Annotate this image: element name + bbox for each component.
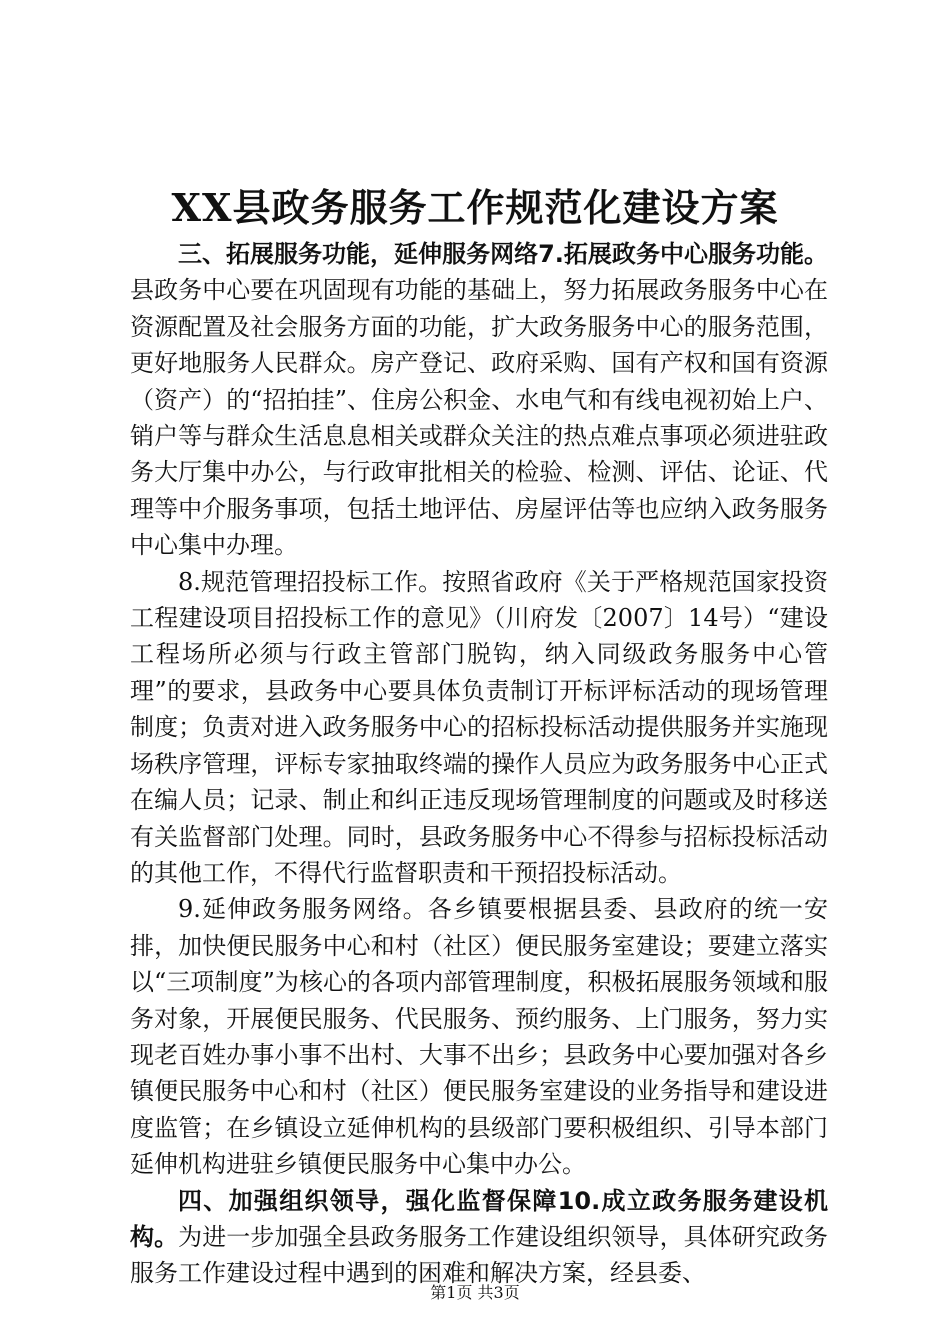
paragraph-1-text: 县政务中心要在巩固现有功能的基础上，努力拓展政务服务中心在资源配置及社会服务方面的功能，扩大政务服务中心的服务范围，更好地服务人民群众。房产登记、政府采购、国有产权和国有资源（资产）的“招拍挂”、住房公积金、水电气和有线电视初始上户、销户等与群众生活息息相关或群众关注的热点难点事项必须进驻政务大厅集中办公，与行政审批相关的检验、检测、评估、论证、代理等中介服务事项，包括土地评估、房屋评估等也应纳入政务服务中心集中办理。 [130, 276, 828, 560]
paragraph-3 [130, 891, 828, 1182]
section-heading-3: 三、拓展服务功能，延伸服务网络7.拓展政务中心服务功能。 [178, 240, 828, 268]
paragraph-4 [130, 1183, 828, 1292]
paragraph-4-text: 为进一步加强全县政务服务工作建设组织领导，具体研究政务服务工作建设过程中遇到的困难和解决方案，经县委、 [130, 1222, 829, 1288]
page-footer: 第1页 共3页 [430, 1283, 520, 1302]
paragraph-1 [130, 236, 828, 564]
document-body [130, 236, 828, 1292]
document-title: XX县政务服务工作规范化建设方案 [171, 185, 779, 230]
paragraph-2-text: 8.规范管理招投标工作。按照省政府《关于严格规范国家投资工程建设项目招投标工作的意见》（川府发〔2007〕14号）“建设工程场所必须与行政主管部门脱钩，纳入同级政务服务中心管理”的要求，县政务中心要具体负责制订开标评标活动的现场管理制度；负责对进入政务服务中心的招标投标活动提供服务并实施现场秩序管理，评标专家抽取终端的操作人员应为政务服务中心正式在编人员；记录、制止和纠正违反现场管理制度的问题或及时移送有关监督部门处理。同时，县政务服务中心不得参与招标投标活动的其他工作，不得代行监督职责和干预招投标活动。 [130, 567, 828, 887]
paragraph-2 [130, 564, 828, 892]
section-heading-4: 四、加强组织领导，强化监督保障10.成立政务服务建设机构。 [130, 1186, 828, 1251]
paragraph-3-text: 9.延伸政务服务网络。各乡镇要根据县委、县政府的统一安排，加快便民服务中心和村（社区）便民服务室建设；要建立落实以“三项制度”为核心的各项内部管理制度，积极拓展服务领域和服务对象，开展便民服务、代民服务、预约服务、上门服务，努力实现老百姓办事小事不出村、大事不出乡；县政务中心要加强对各乡镇便民服务中心和村（社区）便民服务室建设的业务指导和建设进度监管；在乡镇设立延伸机构的县级部门要积极组织、引导本部门延伸机构进驻乡镇便民服务中心集中办公。 [130, 895, 828, 1179]
